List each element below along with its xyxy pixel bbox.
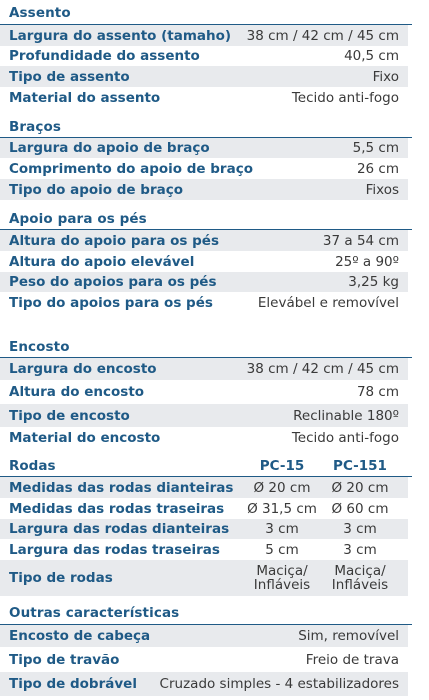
spec-label: Medidas das rodas traseiras xyxy=(9,500,225,517)
spec-row xyxy=(0,427,408,449)
spec-value-pc151: Ø 20 cm xyxy=(331,479,389,496)
spec-row xyxy=(0,46,408,66)
spec-value-pc15: Ø 20 cm xyxy=(253,479,311,496)
spec-row xyxy=(0,251,408,272)
spec-value-pc151: 3 cm xyxy=(343,521,377,537)
spec-label: Peso do apoios para os pés xyxy=(9,274,217,290)
spec-label: Tipo de assento xyxy=(9,68,130,85)
spec-row xyxy=(0,292,408,313)
spec-value-line: Infláveis xyxy=(331,577,389,593)
spec-row xyxy=(0,477,408,498)
spec-value-pc151: 3 cm xyxy=(343,541,377,558)
spec-label: Medidas das rodas dianteiras xyxy=(9,479,234,496)
section-title-rodas: Rodas xyxy=(9,458,56,474)
section-title-apoio-pes: Apoio para os pés xyxy=(9,211,147,227)
spec-label: Material do encosto xyxy=(9,430,161,446)
spec-row xyxy=(0,158,408,179)
spec-label: Largura do apoio de braço xyxy=(9,140,210,156)
spec-row xyxy=(0,25,408,46)
spec-row xyxy=(0,66,408,87)
spec-label: Largura das rodas traseiras xyxy=(9,541,220,558)
spec-row xyxy=(0,498,408,519)
spec-label: Largura do encosto xyxy=(9,361,157,377)
spec-row xyxy=(0,625,408,647)
spec-label: Largura das rodas dianteiras xyxy=(9,521,230,537)
spec-value: Freio de trava xyxy=(305,651,399,668)
spec-label: Profundidade do assento xyxy=(9,48,200,64)
spec-value-pc151: Ø 60 cm xyxy=(331,500,389,517)
spec-value-pc15 xyxy=(243,564,321,592)
spec-value-pc151 xyxy=(321,564,399,592)
spec-label: Comprimento do apoio de braço xyxy=(9,160,253,177)
spec-value-line: Maciça/ xyxy=(256,563,308,579)
spec-value: Fixo xyxy=(372,68,399,85)
spec-value: Reclinable 180º xyxy=(293,407,399,424)
spec-value: Cruzado simples - 4 estabilizadores xyxy=(159,676,399,692)
spec-row xyxy=(0,380,408,404)
spec-row xyxy=(0,672,408,696)
section-title-outras: Outras características xyxy=(9,605,180,621)
spec-label: Tipo de travão xyxy=(9,651,120,668)
spec-value: Tecido anti-fogo xyxy=(291,89,399,106)
spec-row xyxy=(0,179,408,200)
spec-label: Encosto de cabeça xyxy=(9,628,151,644)
spec-value: Elevábel e removível xyxy=(257,294,399,311)
spec-label: Largura do assento (tamaho) xyxy=(9,27,232,44)
spec-row xyxy=(0,230,408,251)
spec-value-pc15: 5 cm xyxy=(265,541,299,558)
spec-value-pc15: Ø 31,5 cm xyxy=(247,500,317,517)
spec-row xyxy=(0,539,408,560)
spec-row xyxy=(0,647,408,672)
spec-value: Tecido anti-fogo xyxy=(291,430,399,446)
spec-value: 26 cm xyxy=(356,160,399,177)
spec-value: 38 cm / 42 cm / 45 cm xyxy=(246,27,399,44)
spec-row xyxy=(0,404,408,427)
spec-value: Fixos xyxy=(365,181,399,198)
spec-label: Tipo do apoio de braço xyxy=(9,181,183,198)
column-header-pc15: PC-15 xyxy=(259,458,305,474)
spec-value-pc15: 3 cm xyxy=(265,521,299,537)
section-title-bracos: Braços xyxy=(9,119,61,135)
spec-row xyxy=(0,519,408,539)
spec-value: 40,5 cm xyxy=(344,48,399,64)
section-title-encosto: Encosto xyxy=(9,339,70,355)
rodas-header-row xyxy=(0,456,408,476)
spec-value: 78 cm xyxy=(356,384,399,400)
spec-label: Material do assento xyxy=(9,89,161,106)
spec-label: Altura do apoio para os pés xyxy=(9,232,220,249)
section-title-assento: Assento xyxy=(9,5,71,21)
spec-row xyxy=(0,87,408,108)
spec-value: 5,5 cm xyxy=(352,140,399,156)
column-header-pc151: PC-151 xyxy=(333,458,387,474)
spec-row xyxy=(0,358,408,380)
spec-label: Tipo de encosto xyxy=(9,407,130,424)
spec-row xyxy=(0,138,408,158)
spec-label: Tipo do apoios para os pés xyxy=(9,294,213,311)
spec-value: 37 a 54 cm xyxy=(322,232,399,249)
spec-value: 38 cm / 42 cm / 45 cm xyxy=(246,361,399,377)
spec-value-line: Maciça/ xyxy=(334,563,386,579)
spec-label: Tipo de rodas xyxy=(9,570,113,586)
spec-value: 25º a 90º xyxy=(335,253,399,270)
spec-label: Altura do encosto xyxy=(9,384,145,400)
spec-row xyxy=(0,272,408,292)
spec-label: Altura do apoio elevável xyxy=(9,253,195,270)
spec-row xyxy=(0,560,408,596)
spec-value: 3,25 kg xyxy=(348,274,399,290)
spec-label: Tipo de dobrável xyxy=(9,676,137,692)
spec-value-line: Infláveis xyxy=(253,577,311,593)
spec-value: Sim, removível xyxy=(298,628,399,644)
